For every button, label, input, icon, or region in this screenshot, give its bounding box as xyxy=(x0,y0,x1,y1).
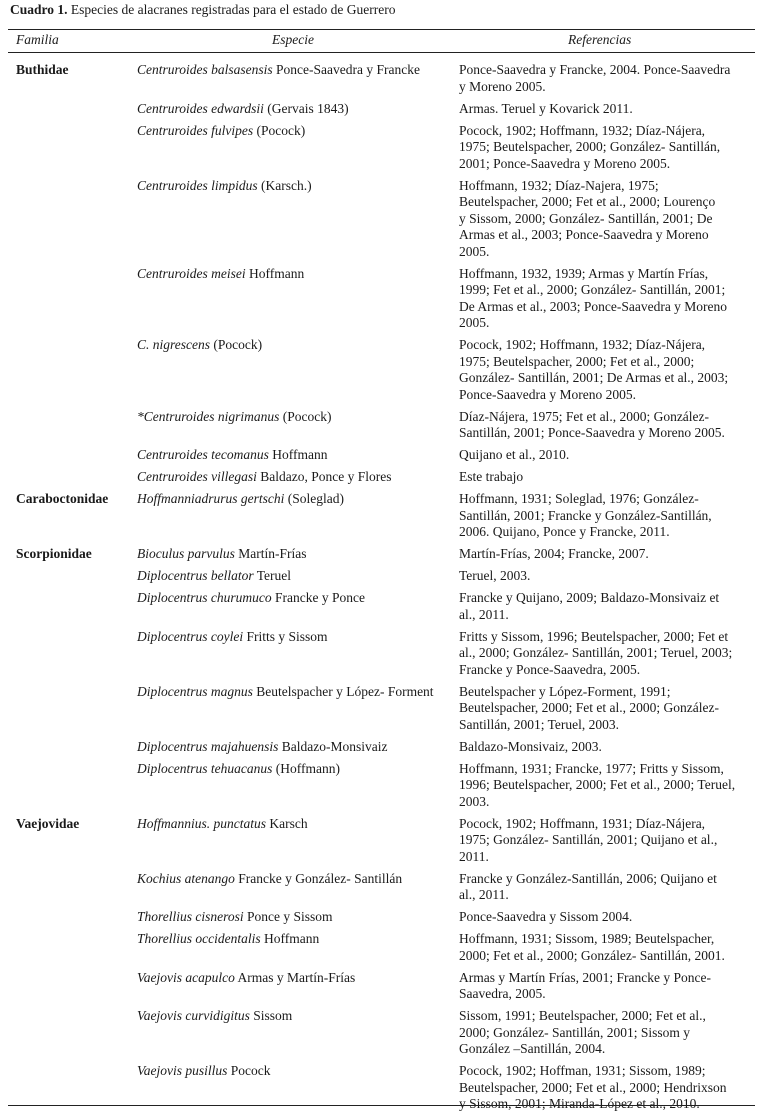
references-cell xyxy=(459,931,755,970)
species-name: Diplocentrus majahuensis xyxy=(137,738,279,754)
table-row xyxy=(8,337,755,409)
table-row xyxy=(8,684,755,739)
species-author: Francke y González- Santillán xyxy=(234,870,403,886)
species-cell xyxy=(137,469,459,491)
species-cell xyxy=(137,970,459,1009)
reference-line: Armas. Teruel y Kovarick 2011. xyxy=(459,100,633,116)
reference-line: 2005. xyxy=(459,315,490,330)
reference-line: 2003. xyxy=(459,793,490,809)
reference-line: 1975; Beutelspacher, 2000; Fet et al., 2000; xyxy=(459,353,695,369)
species-cell xyxy=(137,629,459,684)
table-row xyxy=(8,469,755,491)
reference-line: Francke y González-Santillán, 2006; Quijano et xyxy=(459,870,717,886)
species-author: Ponce y Sissom xyxy=(243,909,333,924)
family-cell xyxy=(8,909,137,931)
references-cell xyxy=(459,178,755,266)
species-author: Teruel xyxy=(253,568,292,583)
header-especie: Especie xyxy=(272,32,314,47)
table-row xyxy=(8,178,755,266)
table-row xyxy=(8,931,755,970)
reference-line: Teruel, 2003. xyxy=(459,568,531,583)
reference-line: 1999; Fet et al., 2000; González- Santillán, 2001; xyxy=(459,282,726,297)
species-author: (Pocock) xyxy=(210,337,263,352)
references-cell xyxy=(459,909,755,931)
family-cell xyxy=(8,739,137,761)
header-familia: Familia xyxy=(16,32,59,47)
species-author: (Soleglad) xyxy=(284,491,345,506)
table-row xyxy=(8,629,755,684)
references-cell xyxy=(459,816,755,871)
reference-line: Pocock, 1902; Hoffmann, 1932; Díaz-Nájera, xyxy=(459,337,706,352)
species-cell xyxy=(137,568,459,590)
species-cell xyxy=(137,101,459,123)
species-author: (Pocock) xyxy=(253,122,306,138)
species-table xyxy=(8,62,755,1118)
table-row xyxy=(8,568,755,590)
reference-line: Armas et al., 2003; Ponce-Saavedra y Moreno xyxy=(459,227,709,242)
references-cell xyxy=(459,871,755,910)
species-name: Vaejovis curvidigitus xyxy=(137,1008,250,1023)
header-rule xyxy=(8,52,755,53)
species-cell xyxy=(137,62,459,101)
species-name: Diplocentrus magnus xyxy=(137,683,253,699)
species-name: C. nigrescens xyxy=(137,337,210,352)
table-row xyxy=(8,871,755,910)
reference-line: Martín-Frías, 2004; Francke, 2007. xyxy=(459,546,649,561)
references-cell xyxy=(459,1063,755,1118)
caption-label: Cuadro 1. xyxy=(10,2,68,17)
species-name: Centruroides fulvipes xyxy=(137,122,254,138)
species-author: Francke y Ponce xyxy=(271,590,365,605)
species-author: (Pocock) xyxy=(279,408,332,424)
species-author: Hoffmann xyxy=(268,447,328,462)
reference-line: González- Santillán, 2001; De Armas et al., 2003; xyxy=(459,370,729,385)
species-name: Centruroides tecomanus xyxy=(137,447,269,462)
references-cell xyxy=(459,739,755,761)
family-cell xyxy=(8,931,137,970)
reference-line: Este trabajo xyxy=(459,469,524,484)
reference-line: Sissom, 1991; Beutelspacher, 2000; Fet et al., xyxy=(459,1008,706,1023)
references-cell xyxy=(459,469,755,491)
species-author: Hoffmann xyxy=(245,265,305,281)
table-row xyxy=(8,909,755,931)
species-author: Sissom xyxy=(249,1008,293,1023)
reference-line: 2011. xyxy=(459,848,489,864)
family-cell xyxy=(8,1063,137,1118)
reference-line: Hoffmann, 1932, 1939; Armas y Martín Frías, xyxy=(459,265,709,281)
reference-line: Armas y Martín Frías, 2001; Francke y Ponce- xyxy=(459,969,711,985)
reference-line: Beutelspacher y López-Forment, 1991; xyxy=(459,683,671,699)
species-name: Diplocentrus coylei xyxy=(137,628,244,644)
table-row xyxy=(8,816,755,871)
species-name: Bioculus parvulus xyxy=(137,546,235,561)
table-row xyxy=(8,409,755,448)
reference-line: Francke y Ponce-Saavedra, 2005. xyxy=(459,661,641,677)
reference-line: Hoffmann, 1932; Díaz-Najera, 1975; xyxy=(459,177,659,193)
reference-line: Ponce-Saavedra y Sissom 2004. xyxy=(459,909,633,924)
reference-line: Fritts y Sissom, 1996; Beutelspacher, 2000; Fet et xyxy=(459,628,729,644)
family-cell xyxy=(8,178,137,266)
table-row xyxy=(8,1008,755,1063)
reference-line: Santillán, 2001; Teruel, 2003. xyxy=(459,716,620,732)
species-author: Armas y Martín-Frías xyxy=(234,969,356,985)
family-cell xyxy=(8,1008,137,1063)
reference-line: 2000; González- Santillán, 2001; Sissom y xyxy=(459,1024,690,1040)
caption-text: Especies de alacranes registradas para el estado de Guerrero xyxy=(67,2,396,17)
reference-line: Ponce-Saavedra y Moreno 2005. xyxy=(459,386,636,402)
reference-line: Beutelspacher, 2000; Fet et al., 2000; González- xyxy=(459,700,720,715)
reference-line: Pocock, 1902; Hoffman, 1931; Sissom, 1989; xyxy=(459,1063,706,1078)
species-author: Martín-Frías xyxy=(234,546,307,561)
family-cell xyxy=(8,123,137,178)
reference-line: Quijano et al., 2010. xyxy=(459,447,570,462)
species-cell xyxy=(137,931,459,970)
species-name: Diplocentrus tehuacanus xyxy=(137,760,273,776)
references-cell xyxy=(459,970,755,1009)
species-author: Ponce-Saavedra y Francke xyxy=(272,62,420,77)
table-row xyxy=(8,761,755,816)
species-name: Centruroides villegasi xyxy=(137,469,257,484)
family-cell xyxy=(8,970,137,1009)
references-cell xyxy=(459,546,755,568)
family-cell xyxy=(8,447,137,469)
species-name: Hoffmannius. punctatus xyxy=(137,815,267,831)
species-name: Centruroides balsasensis xyxy=(137,62,273,77)
species-name: Thorellius occidentalis xyxy=(137,931,261,946)
table-row xyxy=(8,491,755,546)
species-cell xyxy=(137,1063,459,1118)
species-cell xyxy=(137,447,459,469)
reference-line: Hoffmann, 1931; Francke, 1977; Fritts y Sissom, xyxy=(459,760,724,776)
species-cell xyxy=(137,816,459,871)
family-cell: Vaejovidae xyxy=(16,815,80,831)
reference-line: 1975; González- Santillán, 2001; Quijano et al., xyxy=(459,832,718,847)
reference-line: 2006. Quijano, Ponce y Francke, 2011. xyxy=(459,524,670,539)
references-cell xyxy=(459,123,755,178)
species-author: (Hoffmann) xyxy=(272,760,340,776)
reference-line: al., 2011. xyxy=(459,887,509,902)
family-cell: Scorpionidae xyxy=(16,546,92,561)
species-cell xyxy=(137,590,459,629)
species-cell xyxy=(137,178,459,266)
family-cell: Buthidae xyxy=(16,62,69,77)
reference-line: Beutelspacher, 2000; Fet et al., 2000; Hendrixson xyxy=(459,1079,727,1095)
reference-line: 2000; Fet et al., 2000; González- Santillán, 2001. xyxy=(459,947,725,963)
species-author: Baldazo-Monsivaiz xyxy=(278,738,388,754)
table-row xyxy=(8,266,755,338)
species-author: Beutelspacher y López- Forment xyxy=(252,683,434,699)
family-cell xyxy=(8,629,137,684)
species-name: Vaejovis pusillus xyxy=(137,1063,228,1078)
family-cell: Caraboctonidae xyxy=(16,491,109,506)
family-cell xyxy=(8,871,137,910)
species-cell xyxy=(137,546,459,568)
species-name: *Centruroides nigrimanus xyxy=(137,408,280,424)
reference-line: De Armas et al., 2003; Ponce-Saavedra y Moreno xyxy=(459,298,728,314)
reference-line: Ponce-Saavedra y Francke, 2004. Ponce-Saavedra xyxy=(459,62,731,77)
references-cell xyxy=(459,629,755,684)
table-row xyxy=(8,447,755,469)
references-cell xyxy=(459,266,755,338)
reference-line: Beutelspacher, 2000; Fet et al., 2000; Lourenço xyxy=(459,194,716,209)
reference-line: y Sissom, 2001; Miranda-López et al., 2010. xyxy=(459,1096,700,1111)
references-cell xyxy=(459,62,755,101)
species-name: Centruroides limpidus xyxy=(137,177,258,193)
reference-line: y Moreno 2005. xyxy=(459,78,546,94)
family-cell xyxy=(8,469,137,491)
species-cell xyxy=(137,684,459,739)
family-cell xyxy=(8,590,137,629)
references-cell xyxy=(459,101,755,123)
reference-line: Hoffmann, 1931; Soleglad, 1976; González- xyxy=(459,491,699,506)
reference-line: al., 2011. xyxy=(459,606,509,622)
references-cell xyxy=(459,409,755,448)
species-cell xyxy=(137,1008,459,1063)
species-cell xyxy=(137,123,459,178)
species-name: Thorellius cisnerosi xyxy=(137,909,244,924)
references-cell xyxy=(459,761,755,816)
table-row xyxy=(8,62,755,101)
species-author: Hoffmann xyxy=(260,931,320,946)
reference-line: Hoffmann, 1931; Sissom, 1989; Beutelspacher, xyxy=(459,931,715,946)
family-cell xyxy=(8,684,137,739)
table-row xyxy=(8,739,755,761)
reference-line: Santillán, 2001; Francke y González-Santillán, xyxy=(459,507,712,523)
species-author: (Gervais 1843) xyxy=(263,100,349,116)
species-cell xyxy=(137,266,459,338)
family-cell xyxy=(8,409,137,448)
species-author: Baldazo, Ponce y Flores xyxy=(256,469,392,484)
top-rule xyxy=(8,29,755,30)
reference-line: Francke y Quijano, 2009; Baldazo-Monsivaiz et xyxy=(459,590,720,605)
species-cell xyxy=(137,409,459,448)
table-caption xyxy=(10,2,395,18)
species-cell xyxy=(137,337,459,409)
table-row xyxy=(8,101,755,123)
references-cell xyxy=(459,337,755,409)
species-author: Karsch xyxy=(266,815,308,831)
species-author: Pocock xyxy=(227,1063,271,1078)
reference-line: Santillán, 2001; Ponce-Saavedra y Moreno 2005. xyxy=(459,425,725,440)
reference-line: Saavedra, 2005. xyxy=(459,986,546,1001)
table-row xyxy=(8,1063,755,1118)
species-cell xyxy=(137,739,459,761)
reference-line: 2005. xyxy=(459,243,490,259)
family-cell xyxy=(8,568,137,590)
species-cell xyxy=(137,491,459,546)
reference-line: 2001; Ponce-Saavedra y Moreno 2005. xyxy=(459,155,671,171)
header-referencias: Referencias xyxy=(568,32,632,47)
references-cell xyxy=(459,447,755,469)
references-cell xyxy=(459,491,755,546)
references-cell xyxy=(459,590,755,629)
reference-line: 1996; Beutelspacher, 2000; Fet et al., 2000; Teruel, xyxy=(459,777,736,792)
species-name: Centruroides meisei xyxy=(137,265,246,281)
reference-line: y Sissom, 2000; González- Santillán, 2001; De xyxy=(459,210,713,226)
species-cell xyxy=(137,909,459,931)
species-author: Fritts y Sissom xyxy=(243,628,328,644)
species-name: Vaejovis acapulco xyxy=(137,969,235,985)
table-row xyxy=(8,970,755,1009)
references-cell xyxy=(459,568,755,590)
family-cell xyxy=(8,266,137,338)
reference-line: González –Santillán, 2004. xyxy=(459,1041,606,1056)
species-name: Diplocentrus churumuco xyxy=(137,590,272,605)
reference-line: Pocock, 1902; Hoffmann, 1932; Díaz-Nájera, xyxy=(459,122,706,138)
reference-line: Díaz-Nájera, 1975; Fet et al., 2000; González- xyxy=(459,408,710,424)
reference-line: al., 2000; González- Santillán, 2001; Teruel, 2003; xyxy=(459,645,733,660)
species-name: Centruroides edwardsii xyxy=(137,100,264,116)
table-row xyxy=(8,546,755,568)
bottom-rule xyxy=(8,1105,755,1106)
table-row xyxy=(8,590,755,629)
reference-line: Pocock, 1902; Hoffmann, 1931; Díaz-Nájera, xyxy=(459,815,706,831)
species-author: (Karsch.) xyxy=(257,177,312,193)
species-name: Hoffmanniadrurus gertschi xyxy=(137,491,285,506)
species-cell xyxy=(137,871,459,910)
references-cell xyxy=(459,1008,755,1063)
species-name: Diplocentrus bellator xyxy=(137,568,254,583)
family-cell xyxy=(8,337,137,409)
species-cell xyxy=(137,761,459,816)
reference-line: 1975; Beutelspacher, 2000; González- Santillán, xyxy=(459,139,721,154)
reference-line: Baldazo-Monsivaiz, 2003. xyxy=(459,738,602,754)
species-name: Kochius atenango xyxy=(137,870,235,886)
family-cell xyxy=(8,761,137,816)
family-cell xyxy=(8,101,137,123)
table-row xyxy=(8,123,755,178)
references-cell xyxy=(459,684,755,739)
